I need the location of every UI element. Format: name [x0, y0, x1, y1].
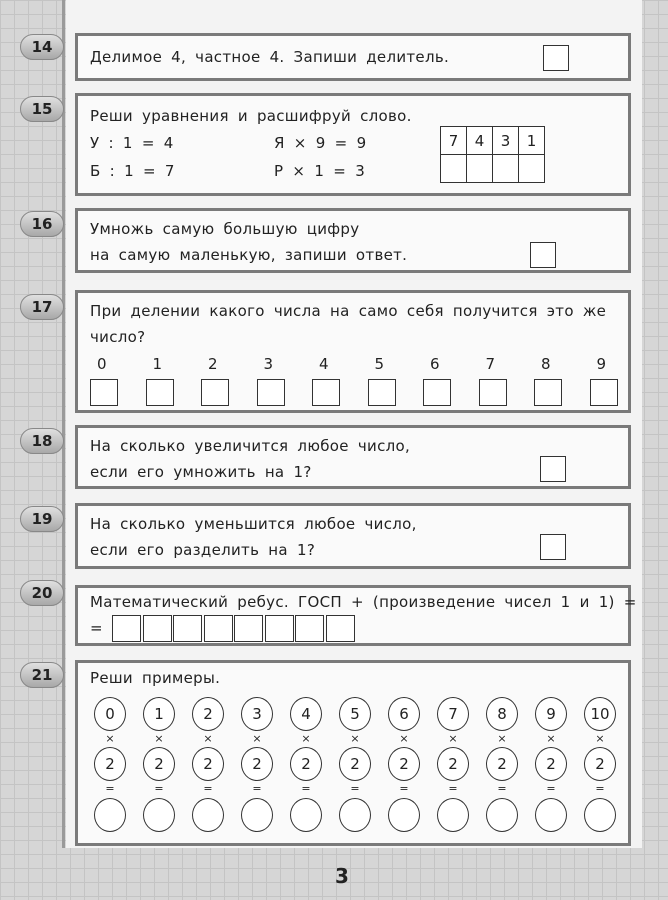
- rebus-letter-box[interactable]: [112, 615, 141, 642]
- times-sign: ×: [252, 732, 262, 745]
- operand-circle: 9: [535, 697, 567, 731]
- answer-box[interactable]: [368, 379, 396, 406]
- task-17: [75, 290, 631, 413]
- equation: Р × 1 = 3: [274, 162, 366, 180]
- answer-circle[interactable]: [290, 798, 322, 832]
- task-number-21: 21: [20, 662, 64, 688]
- answer-box[interactable]: [540, 534, 566, 560]
- task-19: [75, 503, 631, 569]
- code-table: [440, 126, 545, 183]
- letter-cell[interactable]: [519, 155, 545, 183]
- rebus-letter-box[interactable]: [204, 615, 233, 642]
- operand-circle: 6: [388, 697, 420, 731]
- answer-circle[interactable]: [584, 798, 616, 832]
- task-number-16: 16: [20, 211, 64, 237]
- task-14: [75, 33, 631, 81]
- task-17-line1: При делении какого числа на само себя получится это же: [90, 302, 607, 320]
- times-sign: ×: [154, 732, 164, 745]
- equals-sign: =: [105, 782, 115, 795]
- task-number-15: 15: [20, 96, 64, 122]
- digit-label: 7: [485, 355, 496, 373]
- letter-cell[interactable]: [493, 155, 519, 183]
- letter-cell[interactable]: [467, 155, 493, 183]
- equals-sign: =: [154, 782, 164, 795]
- equals-sign: =: [350, 782, 360, 795]
- digit-label: 8: [541, 355, 551, 373]
- operand-circle: 2: [94, 747, 126, 781]
- task-18-line1: На сколько увеличится любое число,: [90, 437, 411, 455]
- task-16-line2: на самую маленькую, запиши ответ.: [90, 246, 408, 264]
- digit-label: 9: [596, 355, 607, 373]
- digit-label: 3: [263, 355, 274, 373]
- equals-sign: =: [546, 782, 556, 795]
- equation: Я × 9 = 9: [274, 134, 367, 152]
- answer-box[interactable]: [257, 379, 285, 406]
- digit-label: 0: [97, 355, 107, 373]
- operand-circle: 10: [584, 697, 616, 731]
- times-sign: ×: [497, 732, 507, 745]
- task-number-18: 18: [20, 428, 64, 454]
- equals-sign: =: [399, 782, 409, 795]
- answer-circle[interactable]: [388, 798, 420, 832]
- task-19-line2: если его разделить на 1?: [90, 541, 316, 559]
- answer-circle[interactable]: [437, 798, 469, 832]
- times-sign: ×: [203, 732, 213, 745]
- answer-box[interactable]: [479, 379, 507, 406]
- answer-box[interactable]: [201, 379, 229, 406]
- operand-circle: 2: [192, 697, 224, 731]
- page-number: 3: [335, 864, 349, 888]
- rebus-letter-box[interactable]: [143, 615, 172, 642]
- answer-box[interactable]: [530, 242, 556, 268]
- answer-box[interactable]: [543, 45, 569, 71]
- answer-circle[interactable]: [339, 798, 371, 832]
- answer-circle[interactable]: [94, 798, 126, 832]
- operand-circle: 5: [339, 697, 371, 731]
- rebus-letter-box[interactable]: [173, 615, 202, 642]
- equals-sign: =: [301, 782, 311, 795]
- equals-sign: =: [595, 782, 605, 795]
- code-cell: 7: [441, 127, 467, 155]
- times-sign: ×: [595, 732, 605, 745]
- equals-sign: =: [252, 782, 262, 795]
- answer-circle[interactable]: [241, 798, 273, 832]
- operand-circle: 4: [290, 697, 322, 731]
- digit-label: 1: [152, 355, 163, 373]
- task-20-line1: Математический ребус. ГОСП + (произведение чисел 1 и 1) =: [90, 593, 637, 611]
- operand-circle: 2: [535, 747, 567, 781]
- operand-circle: 2: [388, 747, 420, 781]
- operand-circle: 2: [192, 747, 224, 781]
- task-18-line2: если его умножить на 1?: [90, 463, 312, 481]
- operand-circle: 2: [143, 747, 175, 781]
- task-21-text: Реши примеры.: [90, 669, 221, 687]
- task-20: [75, 585, 637, 646]
- margin-line: [62, 0, 65, 848]
- answer-box[interactable]: [540, 456, 566, 482]
- answer-box[interactable]: [146, 379, 174, 406]
- task-15: [75, 93, 631, 196]
- answer-box[interactable]: [534, 379, 562, 406]
- times-sign: ×: [301, 732, 311, 745]
- task-14-text: Делимое 4, частное 4. Запиши делитель.: [90, 48, 450, 66]
- task-21: [75, 660, 631, 846]
- equals-sign: =: [90, 619, 103, 637]
- code-cell: 3: [493, 127, 519, 155]
- task-number-14: 14: [20, 34, 64, 60]
- task-18: [75, 425, 631, 489]
- operand-circle: 2: [290, 747, 322, 781]
- answer-box[interactable]: [423, 379, 451, 406]
- task-number-19: 19: [20, 506, 64, 532]
- equals-sign: =: [497, 782, 507, 795]
- code-cell: 1: [519, 127, 545, 155]
- operand-circle: 3: [241, 697, 273, 731]
- rebus-letter-box[interactable]: [295, 615, 324, 642]
- code-cell: 4: [467, 127, 493, 155]
- digit-label: 4: [319, 355, 329, 373]
- digit-label: 2: [208, 355, 218, 373]
- answer-box[interactable]: [90, 379, 118, 406]
- equation: У : 1 = 4: [90, 134, 174, 152]
- rebus-letter-box[interactable]: [234, 615, 263, 642]
- answer-circle[interactable]: [535, 798, 567, 832]
- task-19-line1: На сколько уменьшится любое число,: [90, 515, 417, 533]
- equals-sign: =: [448, 782, 458, 795]
- answer-circle[interactable]: [486, 798, 518, 832]
- operand-circle: 1: [143, 697, 175, 731]
- operand-circle: 0: [94, 697, 126, 731]
- times-sign: ×: [546, 732, 556, 745]
- answer-circle[interactable]: [143, 798, 175, 832]
- task-15-text: Реши уравнения и расшифруй слово.: [90, 107, 412, 125]
- operand-circle: 8: [486, 697, 518, 731]
- times-sign: ×: [399, 732, 409, 745]
- rebus-letter-box[interactable]: [265, 615, 294, 642]
- digit-label: 6: [430, 355, 440, 373]
- operand-circle: 2: [486, 747, 518, 781]
- operand-circle: 7: [437, 697, 469, 731]
- digit-label: 5: [374, 355, 385, 373]
- equals-sign: =: [203, 782, 213, 795]
- operand-circle: 2: [437, 747, 469, 781]
- letter-cell[interactable]: [441, 155, 467, 183]
- rebus-letter-box[interactable]: [326, 615, 355, 642]
- equation: Б : 1 = 7: [90, 162, 175, 180]
- times-sign: ×: [448, 732, 458, 745]
- operand-circle: 2: [241, 747, 273, 781]
- operand-circle: 2: [584, 747, 616, 781]
- task-16: [75, 208, 631, 273]
- answer-circle[interactable]: [192, 798, 224, 832]
- answer-box[interactable]: [590, 379, 618, 406]
- times-sign: ×: [105, 732, 115, 745]
- task-16-line1: Умножь самую большую цифру: [90, 220, 360, 238]
- task-17-line2: число?: [90, 328, 146, 346]
- task-number-17: 17: [20, 294, 64, 320]
- task-number-20: 20: [20, 580, 64, 606]
- answer-box[interactable]: [312, 379, 340, 406]
- times-sign: ×: [350, 732, 360, 745]
- operand-circle: 2: [339, 747, 371, 781]
